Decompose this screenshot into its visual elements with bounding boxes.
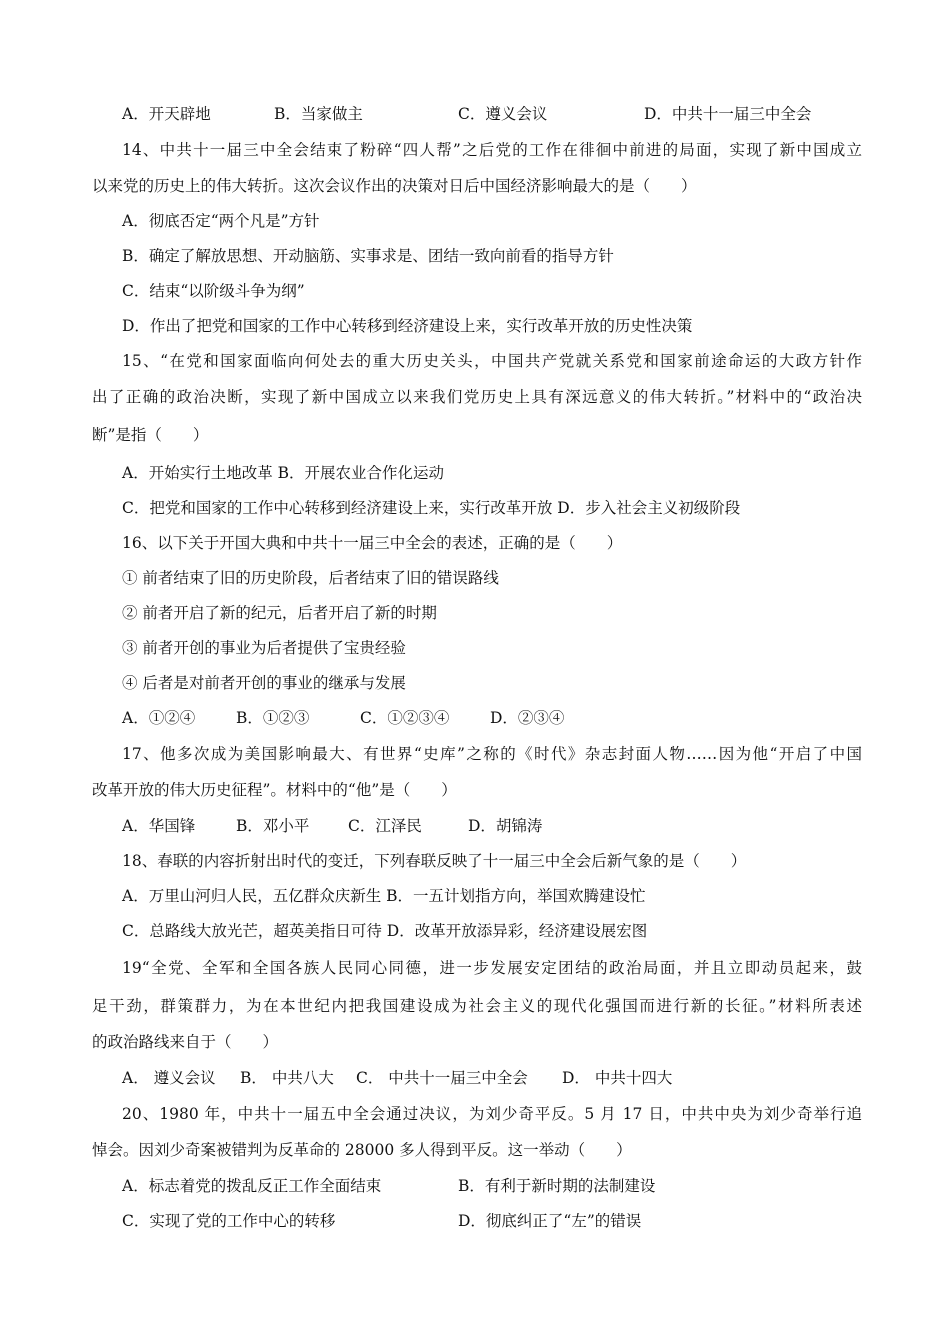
q19-option-b: B． 中共八大 (240, 1069, 334, 1087)
q18-option-ab: A．万里山河归人民，五亿群众庆新生 B．一五计划指方向，举国欢腾建设忙 (122, 887, 646, 905)
q15-stem-line-2: 出了正确的政治决断，实现了新中国成立以来我们党历史上具有深远意义的伟大转折。”材料中的“政治决 (92, 388, 862, 406)
q19-option-d: D． 中共十四大 (562, 1069, 673, 1087)
q18-stem: 18、春联的内容折射出时代的变迁，下列春联反映了十一届三中全会后新气象的是（ ） (122, 852, 747, 870)
q19-option-c: C． 中共十一届三中全会 (356, 1069, 528, 1087)
q20-option-d: D．彻底纠正了“左”的错误 (458, 1212, 642, 1230)
q19-stem-line-2: 足干劲，群策群力，为在本世纪内把我国建设成为社会主义的现代化强国而进行新的长征。”材料所表述 (92, 997, 862, 1015)
q17-stem-line-1: 17、他多次成为美国影响最大、有世界“史库”之称的《时代》杂志封面人物……因为他“开启了中国 (122, 745, 862, 763)
q17-option-a: A．华国锋 (122, 817, 196, 835)
q19-stem-line-1: 19“全党、全军和全国各族人民同心同德，进一步发展安定团结的政治局面，并且立即动员起来，鼓 (122, 959, 862, 977)
q13-option-d: D．中共十一届三中全会 (644, 105, 812, 123)
q14-stem-line-1: 14、中共十一届三中全会结束了粉碎“四人帮”之后党的工作在徘徊中前进的局面，实现了新中国成立 (122, 141, 862, 159)
q20-option-b: B．有利于新时期的法制建设 (458, 1177, 656, 1195)
q13-option-a: A．开天辟地 (122, 105, 211, 123)
q14-option-b: B．确定了解放思想、开动脑筋、实事求是、团结一致向前看的指导方针 (122, 247, 614, 265)
q20-stem-line-1: 20、1980 年，中共十一届五中全会通过决议，为刘少奇平反。5 月 17 日，中共中央为刘少奇举行追 (122, 1105, 862, 1123)
q19-stem-line-3: 的政治路线来自于（ ） (92, 1033, 279, 1051)
q13-option-b: B．当家做主 (274, 105, 363, 123)
q20-option-a: A．标志着党的拨乱反正工作全面结束 (122, 1177, 382, 1195)
q14-option-d: D．作出了把党和国家的工作中心转移到经济建设上来，实行改革开放的历史性决策 (122, 317, 693, 335)
q14-option-c: C．结束“以阶级斗争为纲” (122, 282, 305, 300)
q16-option-d: D．②③④ (490, 709, 565, 727)
q20-stem-line-2: 悼会。因刘少奇案被错判为反革命的 28000 多人得到平反。这一举动（ ） (92, 1141, 632, 1159)
q16-option-b: B．①②③ (236, 709, 310, 727)
q17-option-d: D．胡锦涛 (468, 817, 543, 835)
q17-stem-line-2: 改革开放的伟大历史征程”。材料中的“他”是（ ） (92, 781, 457, 799)
q16-item-4: ④ 后者是对前者开创的事业的继承与发展 (122, 674, 406, 692)
q16-item-3: ③ 前者开创的事业为后者提供了宝贵经验 (122, 639, 406, 657)
q16-option-c: C．①②③④ (360, 709, 450, 727)
q16-item-2: ② 前者开启了新的纪元，后者开启了新的时期 (122, 604, 437, 622)
q15-stem-line-1: 15、“在党和国家面临向何处去的重大历史关头，中国共产党就关系党和国家前途命运的大政方针作 (122, 352, 862, 370)
q19-option-a: A． 遵义会议 (122, 1069, 216, 1087)
q15-stem-line-3: 断”是指（ ） (92, 426, 209, 444)
q16-option-a: A．①②④ (122, 709, 196, 727)
q16-item-1: ① 前者结束了旧的历史阶段，后者结束了旧的错误路线 (122, 569, 499, 587)
q18-option-cd: C．总路线大放光芒，超英美指日可待 D．改革开放添异彩，经济建设展宏图 (122, 922, 648, 940)
q20-option-c: C．实现了党的工作中心的转移 (122, 1212, 336, 1230)
q13-option-c: C．遵义会议 (458, 105, 548, 123)
q15-option-cd: C．把党和国家的工作中心转移到经济建设上来，实行改革开放 D．步入社会主义初级阶段 (122, 499, 741, 517)
q17-option-c: C．江泽民 (348, 817, 422, 835)
q17-option-b: B．邓小平 (236, 817, 310, 835)
q14-stem-line-2: 以来党的历史上的伟大转折。这次会议作出的决策对日后中国经济影响最大的是（ ） (92, 177, 697, 195)
q14-option-a: A．彻底否定“两个凡是”方针 (122, 212, 320, 230)
q16-stem: 16、以下关于开国大典和中共十一届三中全会的表述，正确的是（ ） (122, 534, 623, 552)
q15-option-ab: A．开始实行土地改革 B．开展农业合作化运动 (122, 464, 445, 482)
